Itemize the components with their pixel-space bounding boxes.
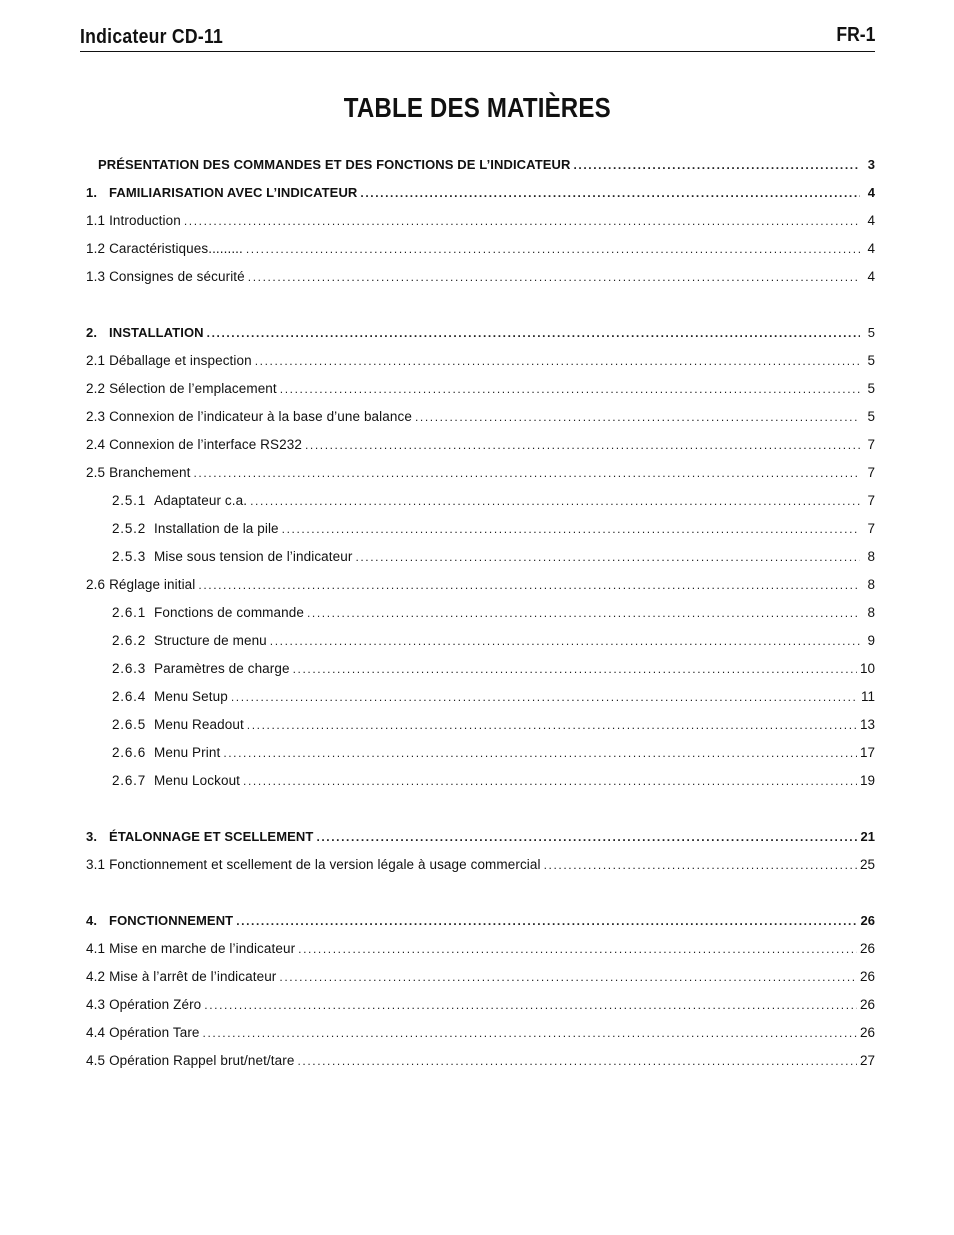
toc-entry-label: [86, 739, 220, 767]
toc-entry[interactable]: [86, 963, 875, 991]
toc-entry[interactable]: [86, 823, 875, 851]
toc-entry[interactable]: [86, 991, 875, 1019]
toc-entry-page: 9: [867, 633, 875, 648]
toc-leader: [297, 1047, 857, 1075]
toc-entry-page: 19: [859, 773, 875, 788]
toc-entry-page: 7: [867, 465, 875, 480]
toc-entry[interactable]: [86, 739, 875, 767]
toc-leader: [279, 963, 857, 991]
toc-entry-text: Menu Setup: [154, 689, 228, 704]
toc-entry-text: Opération Zéro: [109, 997, 202, 1012]
toc-entry-text: FONCTIONNEMENT: [109, 913, 234, 928]
toc-entry-page: 10: [859, 661, 875, 676]
toc-entry-label: [86, 347, 252, 375]
toc-leader: [250, 487, 860, 515]
toc-leader: [307, 599, 860, 627]
toc-entry-page: 11: [860, 689, 875, 704]
toc-leader: [243, 767, 857, 795]
toc-leader: [355, 543, 860, 571]
toc-entry-text: Caractéristiques.........: [109, 241, 243, 256]
toc-leader: [360, 179, 860, 207]
toc-entry-page: 4: [867, 213, 875, 228]
toc-entry[interactable]: [86, 263, 875, 291]
toc-leader: [573, 151, 860, 179]
toc-leader: [305, 431, 860, 459]
toc-entry-text: Mise sous tension de l’indicateur: [154, 549, 353, 564]
toc-entry-number: 2.6.7: [112, 773, 147, 788]
toc-leader: [298, 935, 857, 963]
toc-entry-label: [86, 487, 247, 515]
toc-entry-text: Adaptateur c.a.: [154, 493, 248, 508]
toc-entry-number: 2.4: [86, 437, 106, 452]
toc-leader: [236, 907, 857, 935]
toc-leader: [231, 683, 858, 711]
toc-entry[interactable]: [86, 347, 875, 375]
toc-entry-label: [86, 543, 352, 571]
toc-entry-page: 8: [867, 549, 875, 564]
toc-entry-text: Installation de la pile: [154, 521, 279, 536]
toc-entry-page: 3: [867, 157, 875, 172]
toc-entry[interactable]: [86, 907, 875, 935]
toc-entry-label: [86, 179, 357, 207]
toc-entry-number: 4.1: [86, 941, 106, 956]
toc-leader: [193, 459, 860, 487]
toc-entry[interactable]: [86, 711, 875, 739]
toc-leader: [280, 375, 860, 403]
toc-entry-label: [86, 683, 228, 711]
toc-entry-text: Déballage et inspection: [109, 353, 252, 368]
toc-entry-text: Mise en marche de l’indicateur: [109, 941, 296, 956]
toc-entry-number: 4.4: [86, 1025, 106, 1040]
page-header: [80, 26, 875, 52]
toc-entry-page: 26: [860, 913, 875, 928]
toc-entry-page: 8: [867, 577, 875, 592]
toc-entry-number: 4.3: [86, 997, 106, 1012]
toc-entry-text: PRÉSENTATION DES COMMANDES ET DES FONCTIONS DE L’INDICATEUR: [98, 157, 571, 172]
toc-entry-number: 2.6.4: [112, 689, 147, 704]
toc-entry[interactable]: [86, 319, 875, 347]
toc-entry-text: Réglage initial: [109, 577, 196, 592]
toc-leader: [246, 235, 860, 263]
toc-entry-text: Fonctionnement et scellement de la version légale à usage commercial: [109, 857, 541, 872]
toc-entry-page: 13: [859, 717, 875, 732]
toc-entry[interactable]: [86, 627, 875, 655]
toc-entry-text: INSTALLATION: [109, 325, 204, 340]
toc-entry[interactable]: [86, 851, 875, 879]
toc-leader: [204, 991, 857, 1019]
toc-entry-label: [86, 823, 313, 851]
toc-entry-text: Menu Readout: [154, 717, 244, 732]
toc-entry-page: 25: [859, 857, 875, 872]
toc-entry[interactable]: [86, 515, 875, 543]
toc-entry[interactable]: [86, 935, 875, 963]
toc-entry[interactable]: [86, 207, 875, 235]
toc-entry-page: 5: [867, 409, 875, 424]
toc-entry-number: 2.5: [86, 465, 106, 480]
toc-entry-text: Paramètres de charge: [154, 661, 290, 676]
toc-leader: [207, 319, 860, 347]
toc-entry-label: [86, 571, 195, 599]
toc-entry-number: 1.3: [86, 269, 106, 284]
toc-entry-text: Sélection de l’emplacement: [109, 381, 277, 396]
toc-entry-number: 2.2: [86, 381, 106, 396]
toc-entry-page: 17: [859, 745, 875, 760]
toc-entry-text: Opération Rappel brut/net/tare: [109, 1053, 295, 1068]
toc-entry[interactable]: [86, 179, 875, 207]
toc-leader: [248, 263, 860, 291]
toc-leader: [198, 571, 860, 599]
toc-entry-number: 1.: [86, 185, 98, 200]
toc-entry-label: [86, 963, 276, 991]
toc-leader: [255, 347, 860, 375]
toc-entry[interactable]: [86, 375, 875, 403]
toc-leader: [293, 655, 857, 683]
toc-entry-number: 2.6.5: [112, 717, 147, 732]
toc-entry-page: 26: [859, 969, 875, 984]
toc-entry-text: FAMILIARISATION AVEC L’INDICATEUR: [109, 185, 358, 200]
toc-leader: [247, 711, 857, 739]
toc-entry[interactable]: [86, 543, 875, 571]
toc-entry-number: 2.6.1: [112, 605, 147, 620]
toc-entry-label: [86, 207, 181, 235]
document-title: Indicateur CD-11: [80, 26, 224, 48]
toc-entry-number: 2.6: [86, 577, 106, 592]
toc-entry-label: [86, 907, 233, 935]
toc-entry-number: 4.: [86, 913, 98, 928]
toc-entry[interactable]: [86, 459, 875, 487]
toc-entry-label: [86, 431, 302, 459]
toc-entry-page: 21: [860, 829, 875, 844]
toc-entry-label: [86, 403, 412, 431]
toc-entry[interactable]: [86, 683, 875, 711]
toc-entry-number: 1.1: [86, 213, 106, 228]
toc-entry-number: 2.5.1: [112, 493, 147, 508]
toc-entry-page: 4: [867, 241, 875, 256]
toc-entry-label: [86, 1047, 294, 1075]
toc-entry-page: 4: [867, 185, 875, 200]
toc-entry-number: 2.3: [86, 409, 106, 424]
toc-entry-label: [86, 515, 279, 543]
toc-entry-number: 1.2: [86, 241, 106, 256]
toc-entry-number: 2.: [86, 325, 98, 340]
page-number: FR-1: [835, 24, 875, 46]
toc-entry-label: [86, 627, 267, 655]
toc-entry-label: [86, 767, 240, 795]
toc-entry-text: Opération Tare: [109, 1025, 200, 1040]
toc-entry[interactable]: [86, 403, 875, 431]
toc-entry[interactable]: [86, 235, 875, 263]
toc-entry-page: 7: [867, 521, 875, 536]
toc-heading-text: TABLE DES MATIÈRES: [343, 92, 611, 123]
toc-entry[interactable]: [86, 151, 875, 179]
toc-entry[interactable]: [86, 431, 875, 459]
toc-entry-page: 5: [867, 353, 875, 368]
toc-entry-label: [86, 263, 245, 291]
toc-entry-text: Menu Lockout: [154, 773, 241, 788]
toc-entry-text: Menu Print: [154, 745, 221, 760]
toc-leader: [282, 515, 860, 543]
toc-entry-text: Consignes de sécurité: [109, 269, 245, 284]
toc-entry-label: [86, 1019, 200, 1047]
toc-entry-label: [86, 235, 243, 263]
toc-leader: [544, 851, 857, 879]
toc-entry-number: 2.5.3: [112, 549, 147, 564]
toc-entry-label: [86, 319, 204, 347]
toc-entry[interactable]: [86, 1019, 875, 1047]
toc-entry-page: 26: [859, 997, 875, 1012]
toc-leader: [415, 403, 860, 431]
toc-entry[interactable]: [86, 655, 875, 683]
toc-heading: [0, 92, 954, 124]
toc-entry-label: [86, 655, 290, 683]
toc-entry-page: 8: [867, 605, 875, 620]
toc-leader: [184, 207, 860, 235]
toc-entry-number: 2.6.6: [112, 745, 147, 760]
toc-entry-page: 5: [867, 325, 875, 340]
toc-entry-page: 4: [867, 269, 875, 284]
toc-entry[interactable]: [86, 767, 875, 795]
toc-entry-label: [86, 991, 201, 1019]
toc-entry-text: Branchement: [109, 465, 191, 480]
toc-entry-label: [86, 935, 295, 963]
toc-entry-label: [86, 711, 244, 739]
toc-entry-text: Connexion de l’indicateur à la base d’une balance: [109, 409, 412, 424]
toc-entry-page: 27: [859, 1053, 875, 1068]
toc-entry-page: 26: [859, 1025, 875, 1040]
toc-entry-page: 7: [867, 437, 875, 452]
toc-entry-page: 5: [867, 381, 875, 396]
toc-entry-number: 2.1: [86, 353, 106, 368]
toc-entry[interactable]: [86, 487, 875, 515]
toc-leader: [223, 739, 857, 767]
toc-entry[interactable]: [86, 1047, 875, 1075]
toc-entry[interactable]: [86, 571, 875, 599]
toc-entry-text: Connexion de l’interface RS232: [109, 437, 302, 452]
toc-entry-label: [86, 599, 304, 627]
toc-entry-number: 2.6.3: [112, 661, 147, 676]
toc-entry-number: 2.6.2: [112, 633, 147, 648]
toc-entry-number: 3.1: [86, 857, 106, 872]
toc-entry-text: ÉTALONNAGE ET SCELLEMENT: [109, 829, 314, 844]
toc-entry-page: 7: [867, 493, 875, 508]
toc-entry-label: [86, 151, 570, 179]
toc-entry-text: Structure de menu: [154, 633, 267, 648]
toc-entry-text: Introduction: [109, 213, 181, 228]
toc-leader: [316, 823, 857, 851]
toc-entry-number: 2.5.2: [112, 521, 147, 536]
toc-entry-number: 3.: [86, 829, 98, 844]
toc-leader: [203, 1019, 857, 1047]
toc-entry-page: 26: [859, 941, 875, 956]
toc-entry-text: Fonctions de commande: [154, 605, 304, 620]
toc-entry-label: [86, 459, 190, 487]
toc-entry-number: 4.5: [86, 1053, 106, 1068]
toc-entry-label: [86, 375, 277, 403]
table-of-contents: [86, 151, 875, 1075]
toc-entry-number: 4.2: [86, 969, 106, 984]
toc-leader: [270, 627, 860, 655]
toc-entry-label: [86, 851, 541, 879]
toc-entry-text: Mise à l’arrêt de l’indicateur: [109, 969, 277, 984]
toc-entry[interactable]: [86, 599, 875, 627]
